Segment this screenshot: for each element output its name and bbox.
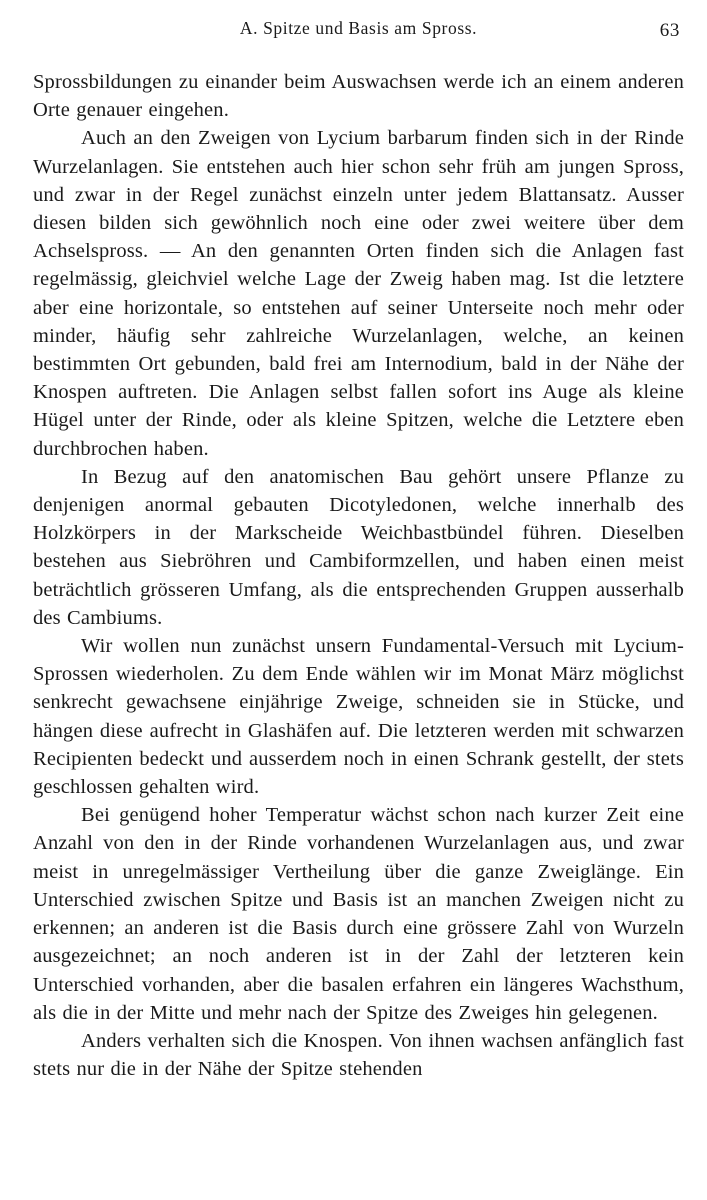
running-head	[33, 14, 684, 48]
paragraph-anatomy: In Bezug auf den anatomischen Bau gehört unsere Pflanze zu denjenigen anormal gebauten Dicotyledonen, welche innerhalb des Holzkörpers in der Markscheide Weichbastbündel führen. Dieselben bestehen aus Siebröhren und Cambiformzellen, und haben einen meist beträchtlich grösseren Umfang, als die entsprechenden Gruppen ausserhalb des Cambiums.	[33, 465, 684, 629]
paragraph-continuation: Sprossbildungen zu einander beim Auswachsen werde ich an einem anderen Orte genauer eingehen.	[33, 71, 684, 122]
paragraph-experiment: Wir wollen nun zunächst unsern Fundamental-Versuch mit Lycium-Sprossen wiederholen. Zu dem Ende wählen wir im Monat März möglichst senkrecht gewachsene einjährige Zweige, schneiden sie in Stücke, und hängen diese aufrecht in Glashäfen auf. Die letzteren werden mit schwarzen Recipienten bedeckt und ausserdem noch in einen Schrank gestellt, der stets geschlossen gehalten wird.	[33, 635, 684, 799]
running-title: A. Spitze und Basis am Spross.	[239, 18, 478, 38]
paragraph-temperature: Bei genügend hoher Temperatur wächst schon nach kurzer Zeit eine Anzahl von den in der Rinde vorhandenen Wurzelanlagen aus, und zwar meist in unregelmässiger Vertheilung über die ganze Zweiglänge. Ein Unterschied zwischen Spitze und Basis ist an manchen Zweigen nicht zu erkennen; an anderen ist die Basis durch eine grössere Zahl von Wurzeln ausgezeichnet; an noch anderen ist in der Zahl der letzteren kein Unterschied vorhanden, aber die basalen erfahren ein längeres Wachsthum, als die in der Mitte und mehr nach der Spitze des Zweiges hin gelegenen.	[33, 804, 684, 1024]
book-page	[33, 14, 684, 1083]
paragraph-lycium-roots: Auch an den Zweigen von Lycium barbarum finden sich in der Rinde Wurzelanlagen. Sie entstehen auch hier schon sehr früh am jungen Spross, und zwar in der Regel zunächst einzeln unter jedem Blattansatz. Ausser diesen bilden sich gewöhnlich noch eine oder zwei weitere über dem Achselspross. — An den genannten Orten finden sich die Anlagen fast regelmässig, gleichviel welche Lage der Zweig haben mag. Ist die letztere aber eine horizontale, so entstehen auf seiner Unterseite noch mehr oder minder, häufig sehr zahlreiche Wurzelanlagen, welche, an keinen bestimmten Ort gebunden, bald frei am Internodium, bald in der Nähe der Knospen auftreten. Die Anlagen selbst fallen sofort ins Auge als kleine Hügel unter der Rinde, oder als kleine Spitzen, welche die Letztere eben durchbrochen haben.	[33, 127, 684, 460]
page-number: 63	[659, 20, 680, 41]
paragraph-buds: Anders verhalten sich die Knospen. Von ihnen wachsen anfänglich fast stets nur die in der Nähe der Spitze stehenden	[33, 1029, 684, 1081]
body-text	[33, 68, 684, 1083]
